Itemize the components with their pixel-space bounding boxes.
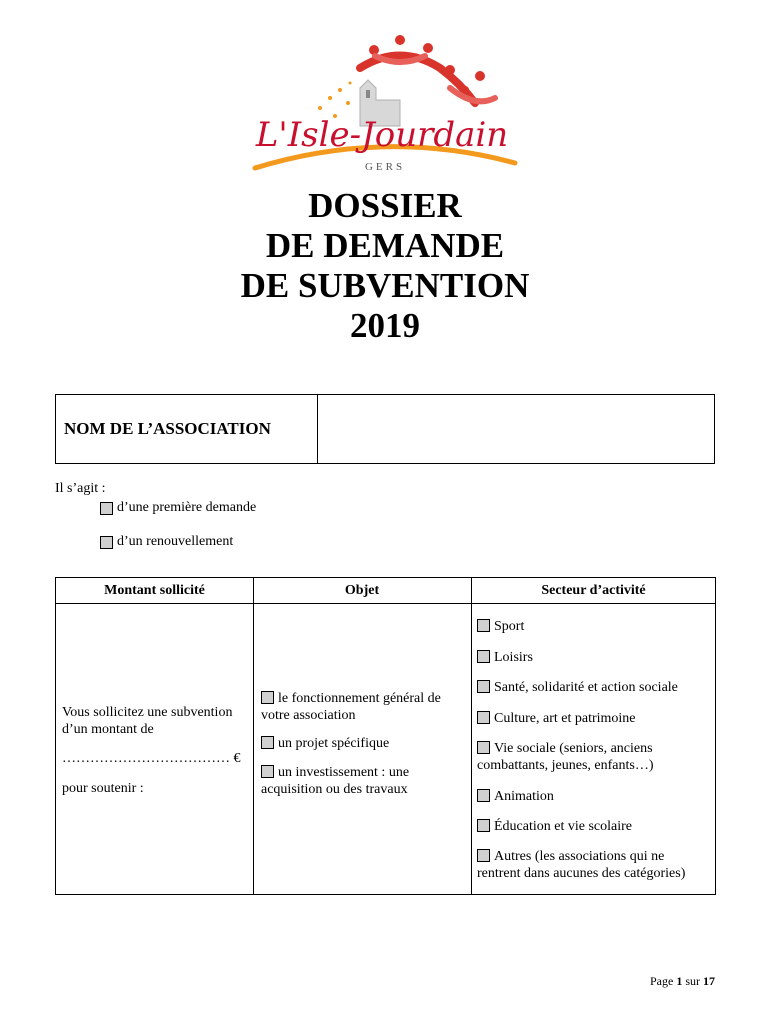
secteur-label: Culture, art et patrimoine [494, 711, 636, 726]
secteur-vie-sociale[interactable] [477, 740, 712, 774]
secteur-loisirs[interactable] [477, 649, 712, 666]
objet-projet[interactable] [261, 735, 389, 752]
title-line-2: DE DEMANDE [265, 226, 505, 265]
header-secteur: Secteur d’activité [541, 583, 646, 598]
page-total: 17 [703, 974, 715, 988]
checkbox[interactable] [477, 741, 490, 754]
secteur-label: Autres (les associations qui ne [494, 849, 665, 864]
request-type-intro: Il s’agit : [55, 481, 106, 496]
checkbox[interactable] [261, 765, 274, 778]
request-table [55, 577, 716, 895]
checkbox[interactable] [477, 789, 490, 802]
column-divider [471, 578, 472, 894]
option-renewal[interactable] [100, 534, 233, 550]
town-logo-icon [250, 28, 520, 178]
header-montant: Montant sollicité [104, 583, 205, 598]
association-name-box [55, 394, 715, 464]
objet-label-cont: votre association [261, 708, 356, 723]
svg-text:L'Isle-Jourdain: L'Isle-Jourdain [255, 115, 509, 155]
checkbox[interactable] [261, 736, 274, 749]
objet-fonctionnement[interactable] [261, 690, 441, 724]
association-name-field[interactable] [318, 395, 714, 463]
secteur-sante[interactable] [477, 679, 712, 696]
objet-label-cont: acquisition ou des travaux [261, 782, 408, 797]
page-current: 1 [676, 974, 683, 988]
secteur-label: Animation [494, 789, 554, 804]
title-year: 2019 [350, 306, 420, 345]
sur-word: sur [685, 974, 700, 988]
secteur-autres[interactable] [477, 848, 712, 882]
column-divider [253, 578, 254, 894]
secteur-animation[interactable] [477, 788, 712, 805]
checkbox[interactable] [261, 691, 274, 704]
secteur-culture[interactable] [477, 710, 712, 727]
checkbox[interactable] [477, 680, 490, 693]
document-title [0, 186, 770, 346]
montant-line-1: Vous sollicitez une subvention [62, 705, 233, 720]
secteur-label: Santé, solidarité et action sociale [494, 680, 678, 695]
secteur-label: Vie sociale (seniors, anciens [494, 741, 653, 756]
checkbox[interactable] [477, 819, 490, 832]
option-first-request[interactable] [100, 500, 256, 516]
objet-label: le fonctionnement général de [278, 691, 441, 706]
objet-label: un investissement : une [278, 765, 410, 780]
montant-soutenir: pour soutenir : [62, 781, 144, 796]
montant-text [62, 704, 232, 738]
secteur-label-cont: combattants, jeunes, enfants…) [477, 758, 654, 773]
header-divider [56, 603, 715, 604]
checkbox[interactable] [477, 711, 490, 724]
option-label: d’une première demande [117, 500, 257, 515]
checkbox[interactable] [477, 849, 490, 862]
option-label: d’un renouvellement [117, 534, 234, 549]
page-word: Page [650, 974, 674, 988]
title-line-1: DOSSIER [308, 186, 462, 225]
montant-line-2: d’un montant de [62, 722, 154, 737]
title-line-3: DE SUBVENTION [240, 266, 530, 305]
svg-text:GERS: GERS [364, 161, 406, 173]
checkbox[interactable] [100, 502, 113, 515]
checkbox[interactable] [100, 536, 113, 549]
secteur-label-cont: rentrent dans aucunes des catégories) [477, 866, 686, 881]
secteur-education[interactable] [477, 818, 712, 835]
objet-investissement[interactable] [261, 764, 409, 798]
secteur-label: Sport [494, 619, 525, 634]
association-name-label: NOM DE L’ASSOCIATION [56, 395, 318, 463]
secteur-sport[interactable] [477, 618, 712, 635]
secteur-label: Loisirs [494, 650, 533, 665]
montant-amount-field[interactable]: ……………………………… € [62, 751, 241, 766]
checkbox[interactable] [477, 619, 490, 632]
secteur-label: Éducation et vie scolaire [494, 819, 632, 834]
page-number [650, 974, 715, 989]
town-logo [250, 28, 520, 178]
header-objet: Objet [344, 583, 380, 598]
objet-label: un projet spécifique [278, 736, 390, 751]
checkbox[interactable] [477, 650, 490, 663]
